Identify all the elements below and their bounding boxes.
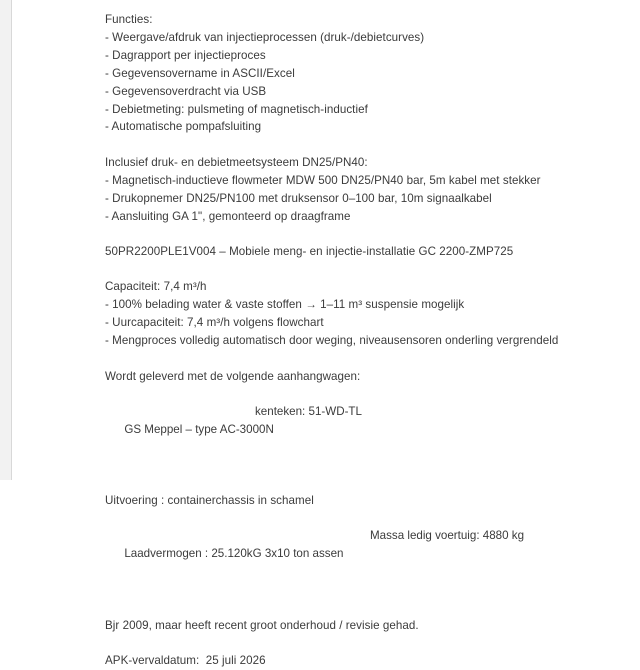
list-item: - Drukopnemer DN25/PN100 met druksensor 0–100 bar, 10m signaalkabel	[105, 191, 492, 205]
page-edge-divider	[11, 0, 12, 480]
load-capacity-row	[105, 527, 625, 599]
trailer-intro-line: Wordt geleverd met de volgende aanhangwagen:	[105, 369, 361, 383]
trailer-intro-block	[105, 368, 625, 386]
list-item: - Uurcapaciteit: 7,4 m³/h volgens flowchart	[105, 316, 324, 330]
capacity-block	[105, 278, 625, 350]
uitvoering-line: Uitvoering : containerchassis in schamel	[105, 494, 314, 508]
paragraph-gap	[105, 136, 625, 154]
list-item: - Debietmeting: pulsmeting of magnetisch-inductief	[105, 102, 368, 116]
paragraph-gap	[105, 261, 625, 279]
top-spacer	[105, 0, 625, 11]
product-code-line: 50PR2200PLE1V004 – Mobiele meng- en injectie-installatie GC 2200-ZMP725	[105, 244, 514, 258]
list-item: - Magnetisch-inductieve flowmeter MDW 500 DN25/PN40 bar, 5m kabel met stekker	[105, 173, 541, 187]
paragraph-gap	[105, 475, 625, 493]
list-item: - Gegevensoverdracht via USB	[105, 84, 267, 98]
trailer-model: GS Meppel – type AC-3000N	[124, 422, 274, 436]
empty-vehicle-mass: Massa ledig voertuig: 4880 kg	[370, 529, 525, 543]
list-item: - Dagrapport per injectieproces	[105, 48, 266, 62]
apk-expiry-line: APK-vervaldatum: 25 juli 2026	[105, 653, 266, 667]
paragraph-gap	[105, 634, 625, 652]
paragraph-gap	[105, 225, 625, 243]
list-item: - Gegevensovername in ASCII/Excel	[105, 66, 295, 80]
functions-block	[105, 11, 625, 136]
maintenance-line: Bjr 2009, maar heeft recent groot onderhoud / revisie gehad.	[105, 618, 419, 632]
trailer-model-row	[105, 403, 625, 475]
apk-block	[105, 652, 625, 670]
document-text-body	[105, 0, 625, 667]
list-item: - Mengproces volledig automatisch door weging, niveausensoren onderling vergrendeld	[105, 334, 559, 348]
product-code-block	[105, 243, 625, 261]
section-heading-functies: Functies:	[105, 13, 153, 26]
payload-capacity: Laadvermogen : 25.120kG 3x10 ton assen	[124, 547, 344, 561]
section-heading-meetsysteem: Inclusief druk- en debietmeetsysteem DN25/PN40:	[105, 155, 368, 169]
trailer-license-plate: kenteken: 51-WD-TL	[255, 404, 362, 418]
section-heading-capaciteit: Capaciteit: 7,4 m³/h	[105, 280, 207, 294]
list-item: - 100% belading water & vaste stoffen → 1–11 m³ suspensie mogelijk	[105, 298, 465, 312]
maintenance-block	[105, 617, 625, 635]
list-item: - Aansluiting GA 1", gemonteerd op draagframe	[105, 209, 351, 223]
list-item: - Weergave/afdruk van injectieprocessen (druk-/debietcurves)	[105, 30, 425, 44]
uitvoering-block	[105, 492, 625, 510]
paragraph-gap	[105, 385, 625, 403]
paragraph-gap	[105, 599, 625, 617]
list-item: - Automatische pompafsluiting	[105, 120, 262, 134]
paragraph-gap	[105, 510, 625, 528]
page-left-gutter	[0, 0, 11, 480]
measurement-system-block	[105, 154, 625, 226]
paragraph-gap	[105, 350, 625, 368]
